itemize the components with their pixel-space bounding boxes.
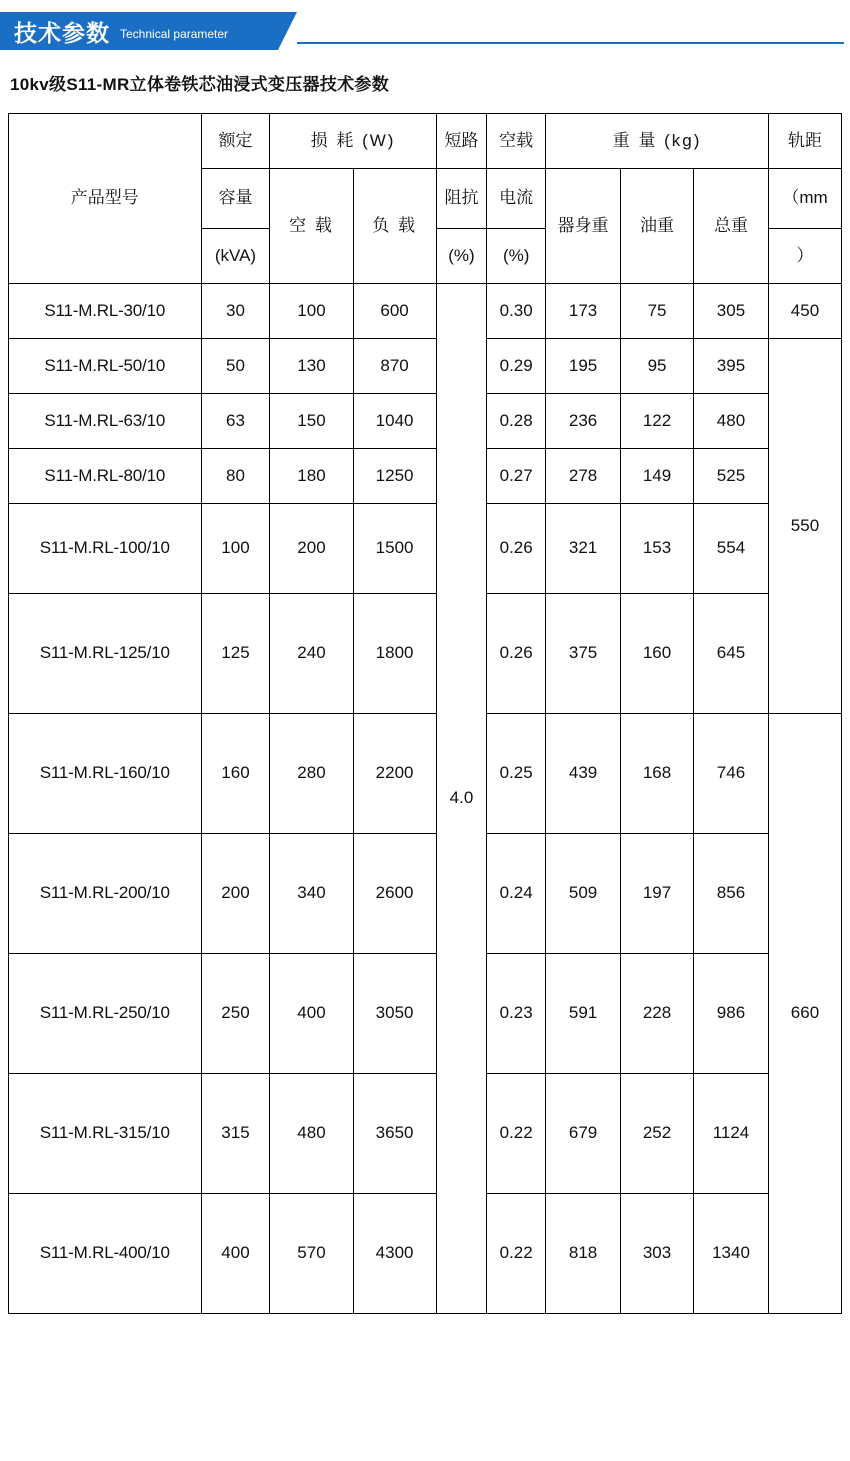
cell-weight-body: 173 <box>546 284 621 339</box>
cell-weight-total: 1340 <box>694 1194 769 1314</box>
cell-model: S11-M.RL-200/10 <box>9 834 202 954</box>
col-header-noload-current-line3: (%) <box>487 229 546 284</box>
cell-weight-oil: 168 <box>621 714 694 834</box>
table-row <box>9 714 842 834</box>
col-header-noload-current-line2: 电流 <box>487 169 546 229</box>
table-row <box>9 504 842 594</box>
cell-load-loss: 3650 <box>353 1074 436 1194</box>
cell-model: S11-M.RL-315/10 <box>9 1074 202 1194</box>
cell-noload-current: 0.28 <box>487 394 546 449</box>
cell-noload-loss: 340 <box>270 834 353 954</box>
table-row <box>9 394 842 449</box>
cell-weight-total: 305 <box>694 284 769 339</box>
cell-weight-oil: 252 <box>621 1074 694 1194</box>
cell-load-loss: 2600 <box>353 834 436 954</box>
cell-weight-body: 236 <box>546 394 621 449</box>
cell-weight-total: 986 <box>694 954 769 1074</box>
col-header-impedance-line1: 短路 <box>436 114 487 169</box>
cell-noload-current: 0.26 <box>487 594 546 714</box>
col-header-weight-body: 器身重 <box>546 169 621 284</box>
cell-weight-total: 856 <box>694 834 769 954</box>
cell-load-loss: 1040 <box>353 394 436 449</box>
cell-noload-current: 0.24 <box>487 834 546 954</box>
section-banner <box>0 12 850 52</box>
banner-rule <box>297 42 844 44</box>
cell-weight-total: 645 <box>694 594 769 714</box>
cell-capacity: 400 <box>201 1194 270 1314</box>
cell-noload-loss: 180 <box>270 449 353 504</box>
cell-weight-body: 321 <box>546 504 621 594</box>
cell-model: S11-M.RL-80/10 <box>9 449 202 504</box>
cell-capacity: 100 <box>201 504 270 594</box>
col-header-weight-oil: 油重 <box>621 169 694 284</box>
cell-gauge: 450 <box>768 284 841 339</box>
cell-noload-loss: 400 <box>270 954 353 1074</box>
col-header-capacity-line2: 容量 <box>201 169 270 229</box>
cell-weight-oil: 75 <box>621 284 694 339</box>
cell-capacity: 315 <box>201 1074 270 1194</box>
cell-model: S11-M.RL-160/10 <box>9 714 202 834</box>
col-header-gauge-line1: 轨距 <box>768 114 841 169</box>
col-header-impedance-line2: 阻抗 <box>436 169 487 229</box>
col-header-weight-total: 总重 <box>694 169 769 284</box>
cell-load-loss: 600 <box>353 284 436 339</box>
col-header-loss-group: 损 耗 (W) <box>270 114 436 169</box>
spec-table <box>8 113 842 1314</box>
cell-capacity: 80 <box>201 449 270 504</box>
col-header-loss-load: 负 载 <box>353 169 436 284</box>
cell-weight-total: 480 <box>694 394 769 449</box>
cell-load-loss: 870 <box>353 339 436 394</box>
banner-title-cn: 技术参数 <box>14 19 110 46</box>
spec-table-wrapper <box>8 113 842 1314</box>
cell-weight-oil: 197 <box>621 834 694 954</box>
cell-load-loss: 4300 <box>353 1194 436 1314</box>
page-title: 10kv级S11-MR立体卷铁芯油浸式变压器技术参数 <box>10 75 390 94</box>
cell-capacity: 63 <box>201 394 270 449</box>
cell-weight-body: 375 <box>546 594 621 714</box>
col-header-gauge-line3: ） <box>768 229 841 284</box>
banner-bar <box>0 12 278 50</box>
cell-capacity: 200 <box>201 834 270 954</box>
cell-weight-oil: 95 <box>621 339 694 394</box>
cell-noload-loss: 480 <box>270 1074 353 1194</box>
table-row <box>9 834 842 954</box>
table-row <box>9 339 842 394</box>
cell-noload-current: 0.23 <box>487 954 546 1074</box>
cell-load-loss: 1800 <box>353 594 436 714</box>
cell-noload-loss: 100 <box>270 284 353 339</box>
cell-weight-body: 509 <box>546 834 621 954</box>
cell-model: S11-M.RL-63/10 <box>9 394 202 449</box>
cell-weight-oil: 160 <box>621 594 694 714</box>
table-body <box>9 284 842 1314</box>
cell-load-loss: 2200 <box>353 714 436 834</box>
cell-impedance: 4.0 <box>436 284 487 1314</box>
cell-noload-loss: 130 <box>270 339 353 394</box>
table-row <box>9 594 842 714</box>
cell-weight-body: 195 <box>546 339 621 394</box>
col-header-model: 产品型号 <box>9 114 202 284</box>
cell-noload-loss: 240 <box>270 594 353 714</box>
cell-model: S11-M.RL-250/10 <box>9 954 202 1074</box>
table-row <box>9 1074 842 1194</box>
cell-model: S11-M.RL-50/10 <box>9 339 202 394</box>
table-header <box>9 114 842 284</box>
table-row <box>9 954 842 1074</box>
cell-noload-current: 0.30 <box>487 284 546 339</box>
cell-capacity: 160 <box>201 714 270 834</box>
cell-noload-loss: 570 <box>270 1194 353 1314</box>
cell-weight-oil: 122 <box>621 394 694 449</box>
banner-title-en: Technical parameter <box>120 27 229 41</box>
cell-model: S11-M.RL-400/10 <box>9 1194 202 1314</box>
cell-weight-total: 1124 <box>694 1074 769 1194</box>
cell-model: S11-M.RL-30/10 <box>9 284 202 339</box>
cell-noload-current: 0.27 <box>487 449 546 504</box>
cell-weight-total: 746 <box>694 714 769 834</box>
cell-load-loss: 1250 <box>353 449 436 504</box>
cell-load-loss: 3050 <box>353 954 436 1074</box>
col-header-gauge-line2: （mm <box>768 169 841 229</box>
cell-weight-total: 554 <box>694 504 769 594</box>
cell-weight-body: 818 <box>546 1194 621 1314</box>
cell-noload-loss: 280 <box>270 714 353 834</box>
cell-capacity: 125 <box>201 594 270 714</box>
cell-weight-body: 591 <box>546 954 621 1074</box>
cell-gauge: 660 <box>768 714 841 1314</box>
col-header-impedance-line3: (%) <box>436 229 487 284</box>
cell-capacity: 50 <box>201 339 270 394</box>
cell-noload-loss: 150 <box>270 394 353 449</box>
cell-weight-total: 395 <box>694 339 769 394</box>
col-header-capacity-line1: 额定 <box>201 114 270 169</box>
table-row <box>9 449 842 504</box>
cell-weight-body: 679 <box>546 1074 621 1194</box>
cell-weight-oil: 228 <box>621 954 694 1074</box>
cell-weight-body: 439 <box>546 714 621 834</box>
cell-weight-total: 525 <box>694 449 769 504</box>
cell-model: S11-M.RL-100/10 <box>9 504 202 594</box>
col-header-weight-group: 重 量 (kg) <box>546 114 769 169</box>
cell-noload-current: 0.22 <box>487 1194 546 1314</box>
cell-noload-current: 0.29 <box>487 339 546 394</box>
cell-noload-current: 0.26 <box>487 504 546 594</box>
cell-weight-oil: 303 <box>621 1194 694 1314</box>
table-row <box>9 284 842 339</box>
document-page <box>0 12 850 1461</box>
cell-weight-body: 278 <box>546 449 621 504</box>
col-header-capacity-line3: (kVA) <box>201 229 270 284</box>
col-header-loss-noload: 空 载 <box>270 169 353 284</box>
cell-noload-current: 0.25 <box>487 714 546 834</box>
table-row <box>9 1194 842 1314</box>
cell-capacity: 30 <box>201 284 270 339</box>
cell-weight-oil: 149 <box>621 449 694 504</box>
col-header-noload-current-line1: 空载 <box>487 114 546 169</box>
cell-gauge: 550 <box>768 339 841 714</box>
cell-noload-loss: 200 <box>270 504 353 594</box>
cell-weight-oil: 153 <box>621 504 694 594</box>
table-header-row-1 <box>9 114 842 169</box>
cell-capacity: 250 <box>201 954 270 1074</box>
cell-noload-current: 0.22 <box>487 1074 546 1194</box>
cell-model: S11-M.RL-125/10 <box>9 594 202 714</box>
cell-load-loss: 1500 <box>353 504 436 594</box>
